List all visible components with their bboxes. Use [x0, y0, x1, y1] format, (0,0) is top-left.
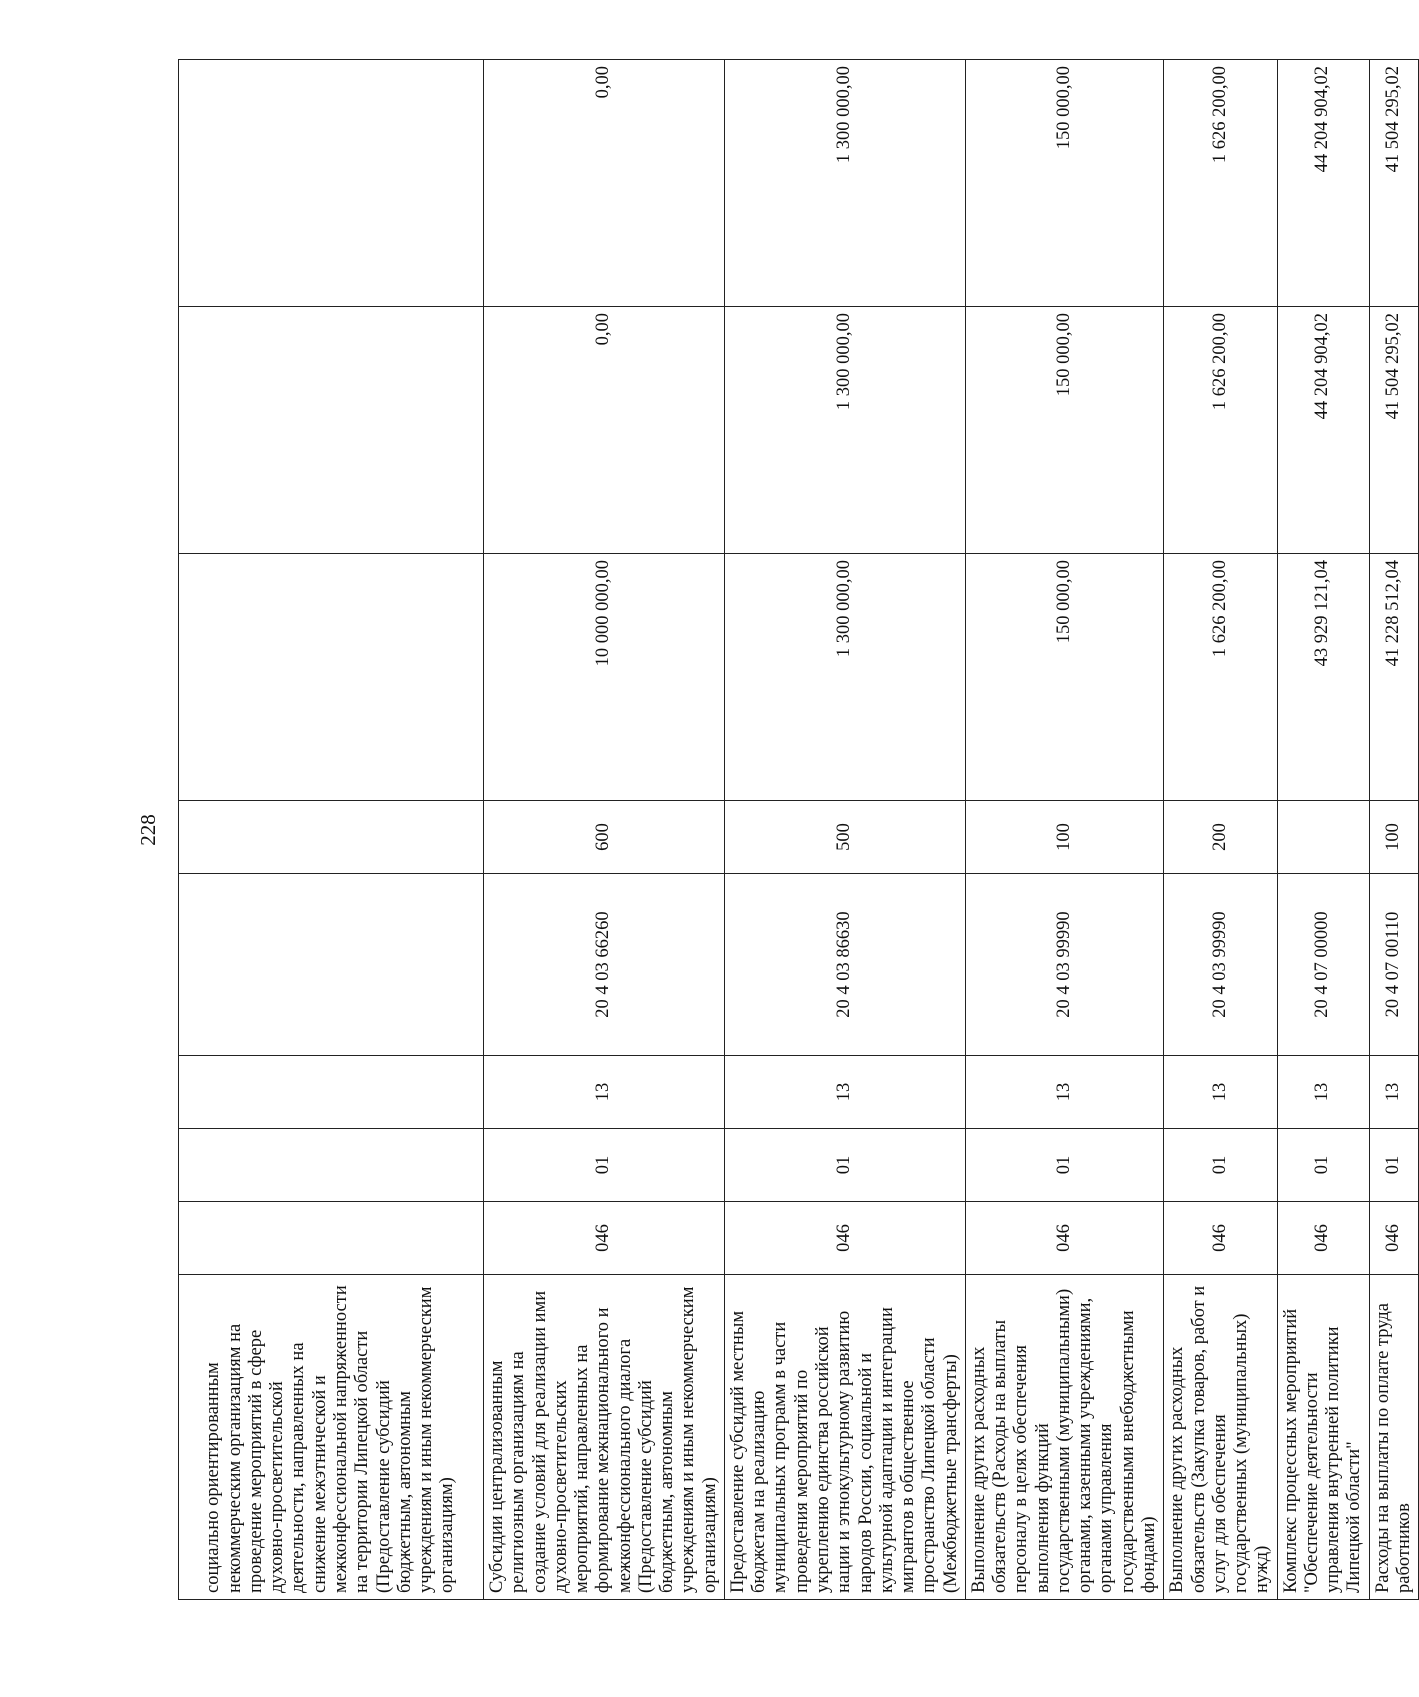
ministry-code	[179, 1202, 484, 1275]
amount-year-1	[179, 554, 484, 801]
amount-year-2: 41 504 295,02	[1369, 307, 1419, 554]
amount-year-3: 44 204 904,02	[1277, 60, 1369, 307]
table-row	[1277, 60, 1369, 1600]
expense-type-code: 100	[965, 801, 1163, 874]
target-article-code: 20 4 03 66260	[484, 874, 725, 1056]
amount-year-2: 150 000,00	[965, 307, 1163, 554]
row-description: Предоставление субсидий местным бюджетам на реализацию муниципальных программ в части проведения мероприятий по укреплению единства российской нации и этнокультурному развитию народов России, социальной и культурной адаптации и интеграции мигрантов в общественное пространство Липецкой области (Межбюджетные трансферты)	[724, 1275, 965, 1600]
expense-type-code	[1277, 801, 1369, 874]
amount-year-1: 10 000 000,00	[484, 554, 725, 801]
section-code: 01	[1277, 1129, 1369, 1202]
ministry-code: 046	[724, 1202, 965, 1275]
expense-type-code: 500	[724, 801, 965, 874]
section-code: 01	[1164, 1129, 1277, 1202]
ministry-code: 046	[1277, 1202, 1369, 1275]
table-row	[1164, 60, 1277, 1600]
amount-year-1: 41 228 512,04	[1369, 554, 1419, 801]
expense-type-code: 100	[1369, 801, 1419, 874]
amount-year-3: 41 504 295,02	[1369, 60, 1419, 307]
target-article-code: 20 4 03 99990	[965, 874, 1163, 1056]
row-description: Расходы на выплаты по оплате труда работников	[1369, 1275, 1419, 1600]
row-description: социально ориентированным некоммерческим организациям на проведение мероприятий в сфере духовно-просветительской деятельности, направленных на снижение межэтнической и межконфессиональной напряженности на территории Липецкой области (Предоставление субсидий бюджетным, автономным учреждениям и иным некоммерческим организациям)	[179, 1275, 484, 1600]
amount-year-2: 1 300 000,00	[724, 307, 965, 554]
rotated-page	[130, 60, 1414, 1600]
subsection-code: 13	[1369, 1056, 1419, 1129]
amount-year-3	[179, 60, 484, 307]
amount-year-3: 1 300 000,00	[724, 60, 965, 307]
expense-type-code: 200	[1164, 801, 1277, 874]
amount-year-3: 150 000,00	[965, 60, 1163, 307]
section-code: 01	[1369, 1129, 1419, 1202]
row-description: Субсидии централизованным религиозным организациям на создание условий для реализации ими духовно-просветительских мероприятий, направленных на формирование межнационального и межконфессионального диалога (Предоставление субсидий бюджетным, автономным учреждениям и иным некоммерческим организациям)	[484, 1275, 725, 1600]
subsection-code: 13	[1164, 1056, 1277, 1129]
table-row	[179, 60, 484, 1600]
amount-year-1: 43 929 121,04	[1277, 554, 1369, 801]
ministry-code: 046	[484, 1202, 725, 1275]
budget-table	[178, 59, 1419, 1600]
amount-year-2: 1 626 200,00	[1164, 307, 1277, 554]
target-article-code: 20 4 03 86630	[724, 874, 965, 1056]
subsection-code: 13	[965, 1056, 1163, 1129]
row-description: Выполнение других расходных обязательств (Расходы на выплаты персоналу в целях обеспечения выполнения функций государственными (муниципальными) органами, казенными учреждениями, органами управления государственными внебюджетными фондами)	[965, 1275, 1163, 1600]
subsection-code	[179, 1056, 484, 1129]
row-description: Комплекс процессных мероприятий "Обеспечение деятельности управления внутренней политики Липецкой области"	[1277, 1275, 1369, 1600]
ministry-code: 046	[1164, 1202, 1277, 1275]
section-code: 01	[484, 1129, 725, 1202]
amount-year-1: 150 000,00	[965, 554, 1163, 801]
expense-type-code	[179, 801, 484, 874]
table-row	[965, 60, 1163, 1600]
section-code	[179, 1129, 484, 1202]
table-row	[484, 60, 725, 1600]
page-number: 228	[136, 814, 160, 846]
subsection-code: 13	[1277, 1056, 1369, 1129]
ministry-code: 046	[1369, 1202, 1419, 1275]
amount-year-3: 1 626 200,00	[1164, 60, 1277, 307]
amount-year-2: 0,00	[484, 307, 725, 554]
row-description: Выполнение других расходных обязательств (Закупка товаров, работ и услуг для обеспечения государственных (муниципальных) нужд)	[1164, 1275, 1277, 1600]
amount-year-1: 1 626 200,00	[1164, 554, 1277, 801]
amount-year-3: 0,00	[484, 60, 725, 307]
table-row	[724, 60, 965, 1600]
section-code: 01	[965, 1129, 1163, 1202]
section-code: 01	[724, 1129, 965, 1202]
amount-year-2	[179, 307, 484, 554]
amount-year-2: 44 204 904,02	[1277, 307, 1369, 554]
ministry-code: 046	[965, 1202, 1163, 1275]
target-article-code: 20 4 03 99990	[1164, 874, 1277, 1056]
subsection-code: 13	[724, 1056, 965, 1129]
subsection-code: 13	[484, 1056, 725, 1129]
table-row	[1369, 60, 1419, 1600]
target-article-code: 20 4 07 00110	[1369, 874, 1419, 1056]
expense-type-code: 600	[484, 801, 725, 874]
target-article-code	[179, 874, 484, 1056]
target-article-code: 20 4 07 00000	[1277, 874, 1369, 1056]
amount-year-1: 1 300 000,00	[724, 554, 965, 801]
